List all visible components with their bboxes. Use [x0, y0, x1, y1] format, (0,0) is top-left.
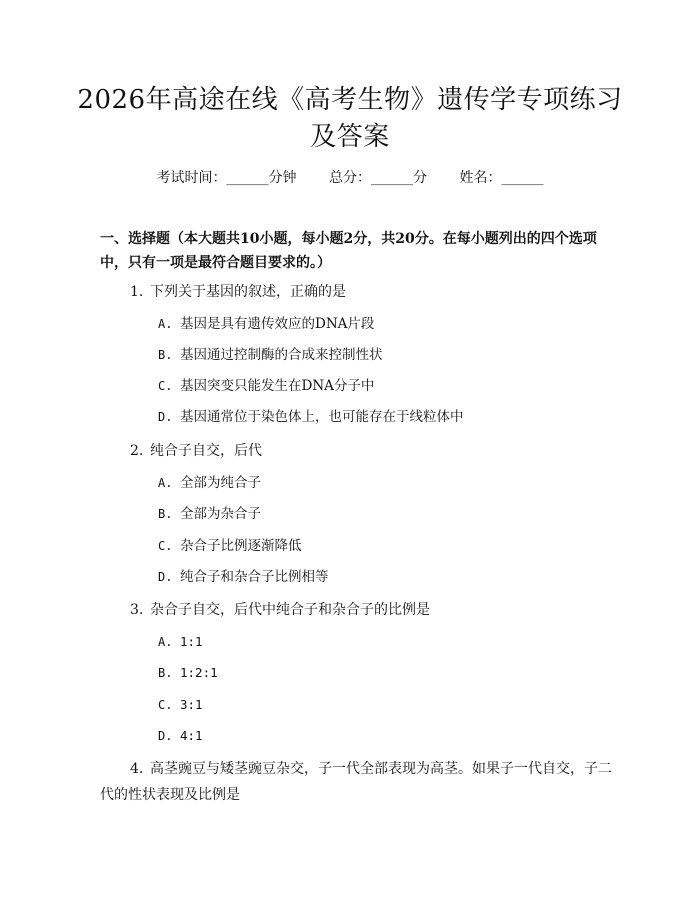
question-3-option-a	[158, 632, 203, 652]
option-letter: D.	[158, 570, 173, 584]
question-3-stem	[130, 600, 430, 620]
option-text: 基因通过控制酶的合成来控制性状	[180, 347, 383, 363]
total-score-field: 总分：______分	[329, 170, 427, 186]
student-name-field: 姓名：______	[459, 170, 544, 186]
option-letter: B.	[158, 666, 173, 680]
option-text: 1:1	[180, 634, 203, 649]
question-text: 高茎豌豆与矮茎豌豆杂交，子一代全部表现为高茎。如果子一代自交，子二代的性状表现及比例是	[100, 761, 612, 803]
question-number: 2.	[130, 443, 144, 459]
question-2-option-b	[158, 504, 261, 524]
question-3-option-c	[158, 695, 203, 715]
option-text: 基因通常位于染色体上，也可能存在于线粒体中	[180, 409, 464, 425]
option-letter: A.	[158, 476, 173, 490]
option-letter: C.	[158, 539, 173, 553]
option-text: 基因突变只能发生在DNA分子中	[180, 378, 375, 394]
exam-time-field: 考试时间：______分钟	[156, 170, 297, 186]
option-letter: C.	[158, 379, 173, 393]
option-letter: D.	[158, 410, 173, 424]
question-2-option-a	[158, 473, 261, 493]
question-2-option-d	[158, 567, 329, 587]
option-text: 杂合子比例逐渐降低	[180, 538, 302, 554]
question-number: 1.	[130, 284, 144, 300]
option-letter: C.	[158, 698, 173, 712]
option-letter: B.	[158, 348, 173, 362]
question-number: 4.	[130, 761, 144, 777]
option-text: 4:1	[180, 728, 203, 743]
question-1-option-a	[158, 314, 374, 334]
option-text: 全部为杂合子	[180, 506, 261, 522]
option-letter: A.	[158, 317, 173, 331]
question-3-option-d	[158, 726, 203, 746]
option-letter: A.	[158, 635, 173, 649]
question-3-option-b	[158, 663, 218, 683]
question-1-option-d	[158, 407, 464, 427]
question-text: 下列关于基因的叙述，正确的是	[150, 284, 346, 300]
question-2-stem	[130, 441, 262, 461]
question-2-option-c	[158, 536, 302, 556]
option-text: 基因是具有遗传效应的DNA片段	[180, 316, 375, 332]
section-heading: 一、选择题（本大题共10小题，每小题2分，共20分。在每小题列出的四个选项中，只有一项是最符合题目要求的。）	[100, 231, 597, 271]
question-1-option-c	[158, 376, 374, 396]
option-text: 1:2:1	[180, 665, 218, 680]
option-text: 全部为纯合子	[180, 475, 261, 491]
question-text: 杂合子自交，后代中纯合子和杂合子的比例是	[150, 602, 430, 618]
option-letter: B.	[158, 507, 173, 521]
question-text: 纯合子自交，后代	[150, 443, 262, 459]
option-letter: D.	[158, 729, 173, 743]
option-text: 3:1	[180, 697, 203, 712]
question-4-stem	[100, 756, 612, 808]
question-number: 3.	[130, 602, 144, 618]
question-1-option-b	[158, 345, 383, 365]
option-text: 纯合子和杂合子比例相等	[180, 569, 329, 585]
question-1-stem	[130, 282, 346, 302]
document-title: 2026年高途在线《高考生物》遗传学专项练习及答案	[77, 85, 623, 152]
exam-info-line	[0, 168, 700, 188]
